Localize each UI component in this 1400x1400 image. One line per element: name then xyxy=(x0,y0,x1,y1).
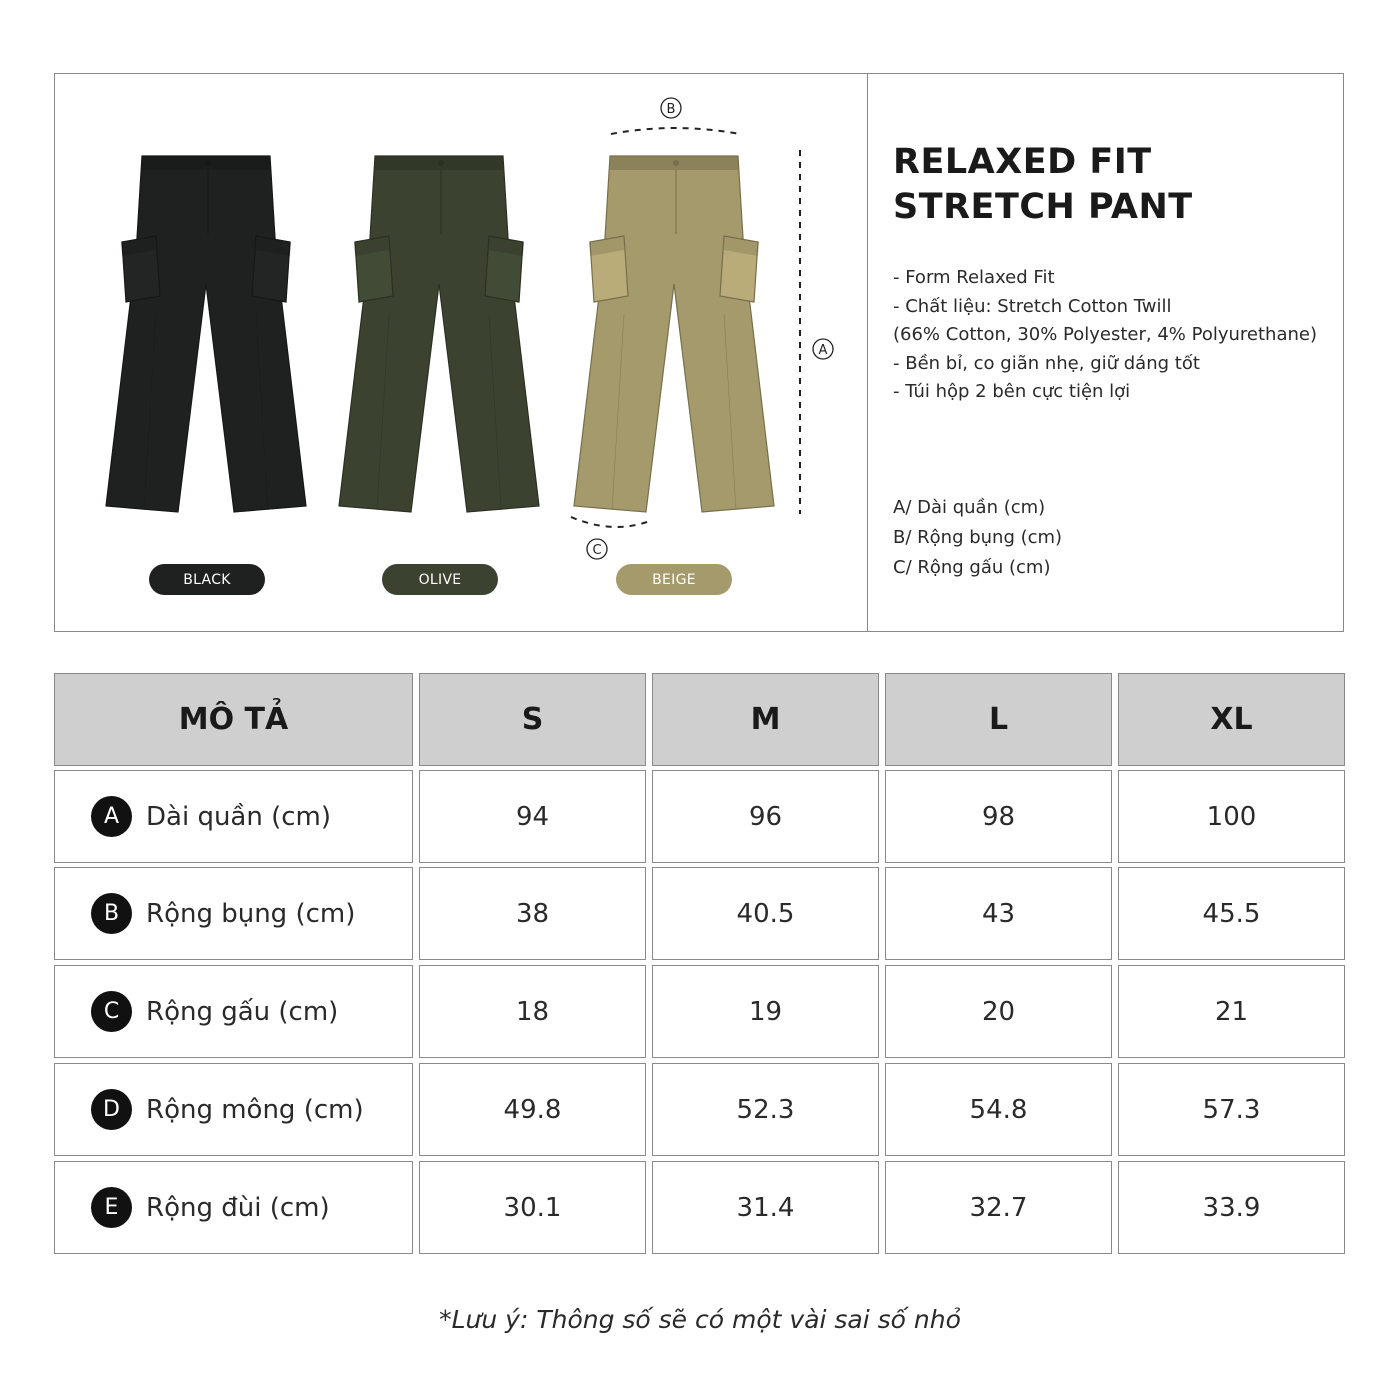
table-cell: 32.7 xyxy=(885,1161,1112,1254)
marker-b-label: B xyxy=(666,102,676,117)
panel-divider xyxy=(867,74,868,631)
pants-illustration xyxy=(55,74,867,631)
measure-letter-badge: A xyxy=(91,796,132,837)
table-cell: 100 xyxy=(1118,770,1345,863)
table-cell: 96 xyxy=(652,770,879,863)
product-panel xyxy=(54,73,1344,632)
row-label-hem xyxy=(54,965,413,1058)
table-header-size: L xyxy=(885,673,1112,766)
row-label-length xyxy=(54,770,413,863)
row-label-thigh xyxy=(54,1161,413,1254)
title-line-1: RELAXED FIT xyxy=(893,142,1152,182)
marker-c-label: C xyxy=(592,543,602,558)
feature-list xyxy=(893,264,1317,407)
legend-item-a: A/ Dài quần (cm) xyxy=(893,497,1046,518)
feature-item: - Bền bỉ, co giãn nhẹ, giữ dáng tốt xyxy=(893,352,1200,374)
row-label-hip xyxy=(54,1063,413,1156)
measure-letter-badge: E xyxy=(91,1187,132,1228)
button-icon xyxy=(438,160,444,166)
product-title xyxy=(893,140,1193,230)
marker-a-label: A xyxy=(818,343,828,358)
table-cell: 19 xyxy=(652,965,879,1058)
measure-letter-badge: C xyxy=(91,991,132,1032)
row-label-waist xyxy=(54,867,413,960)
table-cell: 45.5 xyxy=(1118,867,1345,960)
measure-letter-badge: D xyxy=(91,1089,132,1130)
button-icon xyxy=(673,160,679,166)
pants-body xyxy=(339,156,539,512)
hem-guide-c xyxy=(571,517,647,527)
measure-label: Rộng bụng (cm) xyxy=(146,898,356,929)
color-swatch-beige[interactable]: BEIGE xyxy=(616,564,732,595)
measure-label: Rộng đùi (cm) xyxy=(146,1192,330,1223)
table-cell: 33.9 xyxy=(1118,1161,1345,1254)
table-cell: 43 xyxy=(885,867,1112,960)
title-line-2: STRETCH PANT xyxy=(893,187,1193,227)
button-icon xyxy=(205,160,211,166)
pants-black xyxy=(106,156,306,512)
measure-label: Dài quần (cm) xyxy=(146,801,332,832)
measure-label: Rộng gấu (cm) xyxy=(146,996,339,1027)
table-cell: 38 xyxy=(419,867,646,960)
table-cell: 94 xyxy=(419,770,646,863)
table-cell: 31.4 xyxy=(652,1161,879,1254)
table-cell: 54.8 xyxy=(885,1063,1112,1156)
table-cell: 40.5 xyxy=(652,867,879,960)
table-cell: 49.8 xyxy=(419,1063,646,1156)
table-cell: 18 xyxy=(419,965,646,1058)
table-cell: 21 xyxy=(1118,965,1345,1058)
color-swatch-olive[interactable]: OLIVE xyxy=(382,564,498,595)
feature-item: - Form Relaxed Fit xyxy=(893,267,1055,288)
color-swatch-black[interactable]: BLACK xyxy=(149,564,265,595)
table-header-size: S xyxy=(419,673,646,766)
measurement-note: *Lưu ý: Thông số sẽ có một vài sai số nhỏ xyxy=(439,1305,961,1334)
feature-item: - Túi hộp 2 bên cực tiện lợi xyxy=(893,381,1131,403)
measurement-legend xyxy=(893,493,1062,583)
legend-item-c: C/ Rộng gấu (cm) xyxy=(893,557,1051,578)
waist-guide-b xyxy=(611,128,740,134)
measure-letter-badge: B xyxy=(91,893,132,934)
table-header-size: XL xyxy=(1118,673,1345,766)
table-cell: 30.1 xyxy=(419,1161,646,1254)
legend-item-b: B/ Rộng bụng (cm) xyxy=(893,527,1063,548)
measure-label: Rộng mông (cm) xyxy=(146,1094,364,1125)
table-header-description: MÔ TẢ xyxy=(54,673,413,766)
table-cell: 20 xyxy=(885,965,1112,1058)
pants-olive xyxy=(339,156,539,512)
table-cell: 98 xyxy=(885,770,1112,863)
pants-beige xyxy=(574,156,774,512)
table-cell: 57.3 xyxy=(1118,1063,1345,1156)
table-cell: 52.3 xyxy=(652,1063,879,1156)
pants-body xyxy=(574,156,774,512)
table-header-size: M xyxy=(652,673,879,766)
feature-item: - Chất liệu: Stretch Cotton Twill xyxy=(893,295,1172,317)
feature-item: (66% Cotton, 30% Polyester, 4% Polyurethane) xyxy=(893,324,1317,346)
pants-body xyxy=(106,156,306,512)
